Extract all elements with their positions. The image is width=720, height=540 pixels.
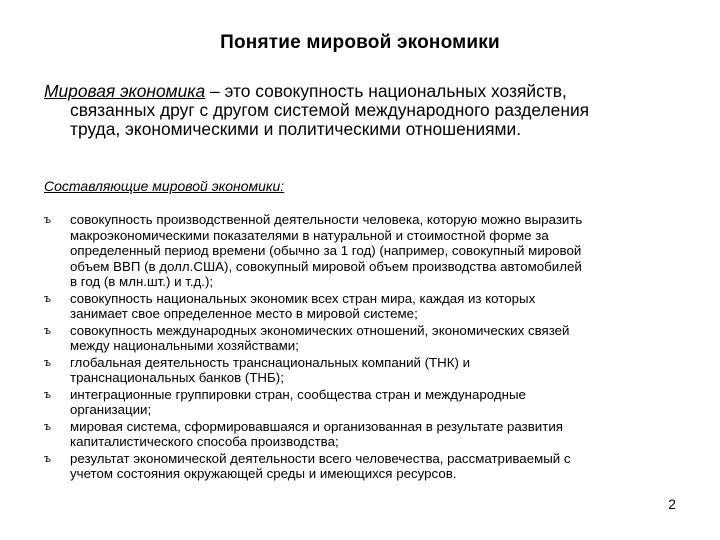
bullet-icon: ъ [44,355,51,369]
list-item [44,355,694,386]
list-item [44,212,694,290]
definition-term: Мировая экономика [44,81,206,101]
list-item-line: транснациональных банков (ТНБ); [70,370,284,385]
list-item-line: глобальная деятельность транснациональных компаний (ТНК) и [70,354,471,370]
slide-title: Понятие мировой экономики [220,32,500,53]
list-item-line: результат экономической деятельности всего человечества, рассматриваемый с [70,450,571,466]
list-item [44,451,694,482]
components-list [44,212,694,483]
list-item-line: макроэкономическими показателями в натуральной и стоимостной форме за [70,227,549,243]
list-item-line: занимает свое определенное место в мировой системе; [70,306,418,321]
bullet-icon: ъ [44,451,51,465]
list-item [44,387,694,418]
list-item-line: интеграционные группировки стран, сообщества стран и международные [70,386,526,402]
list-item-line: совокупность национальных экономик всех стран мира, каждая из которых [70,290,536,306]
definition-paragraph [44,82,704,139]
list-item-line: учетом состояния окружающей среды и имеющихся ресурсов. [70,466,457,481]
list-item [44,419,694,450]
list-item-line: определенный период времени (обычно за 1 год) (например, совокупный мировой [70,243,582,258]
bullet-icon: ъ [44,323,51,337]
list-item-line: организации; [70,402,152,417]
list-item-line: капиталистического способа производства; [70,434,339,449]
definition-line-1-rest: – это совокупность национальных хозяйств, [205,81,567,101]
components-heading: Составляющие мировой экономики: [44,178,285,194]
list-item-line: между национальными хозяйствами; [70,338,299,353]
list-item-line: совокупность международных экономических отношений, экономических связей [70,322,570,338]
list-item-line: в год (в млн.шт.) и т.д.); [70,274,214,289]
list-item-line: объем ВВП (в долл.США), совокупный мировой объем производства автомобилей [70,258,582,274]
bullet-icon: ъ [44,291,51,305]
bullet-icon: ъ [44,387,51,401]
definition-line-2: связанных друг с другом системой международного разделения [70,100,590,120]
bullet-icon: ъ [44,213,51,226]
definition-line-3: труда, экономическими и политическими отношениями. [70,119,522,139]
list-item [44,291,694,322]
list-item-line: совокупность производственной деятельности человека, которую можно выразить [70,212,583,227]
page-number: 2 [668,496,676,512]
list-item-line: мировая система, сформировавшаяся и организованная в результате развития [70,418,563,434]
list-item [44,323,694,354]
bullet-icon: ъ [44,419,51,433]
